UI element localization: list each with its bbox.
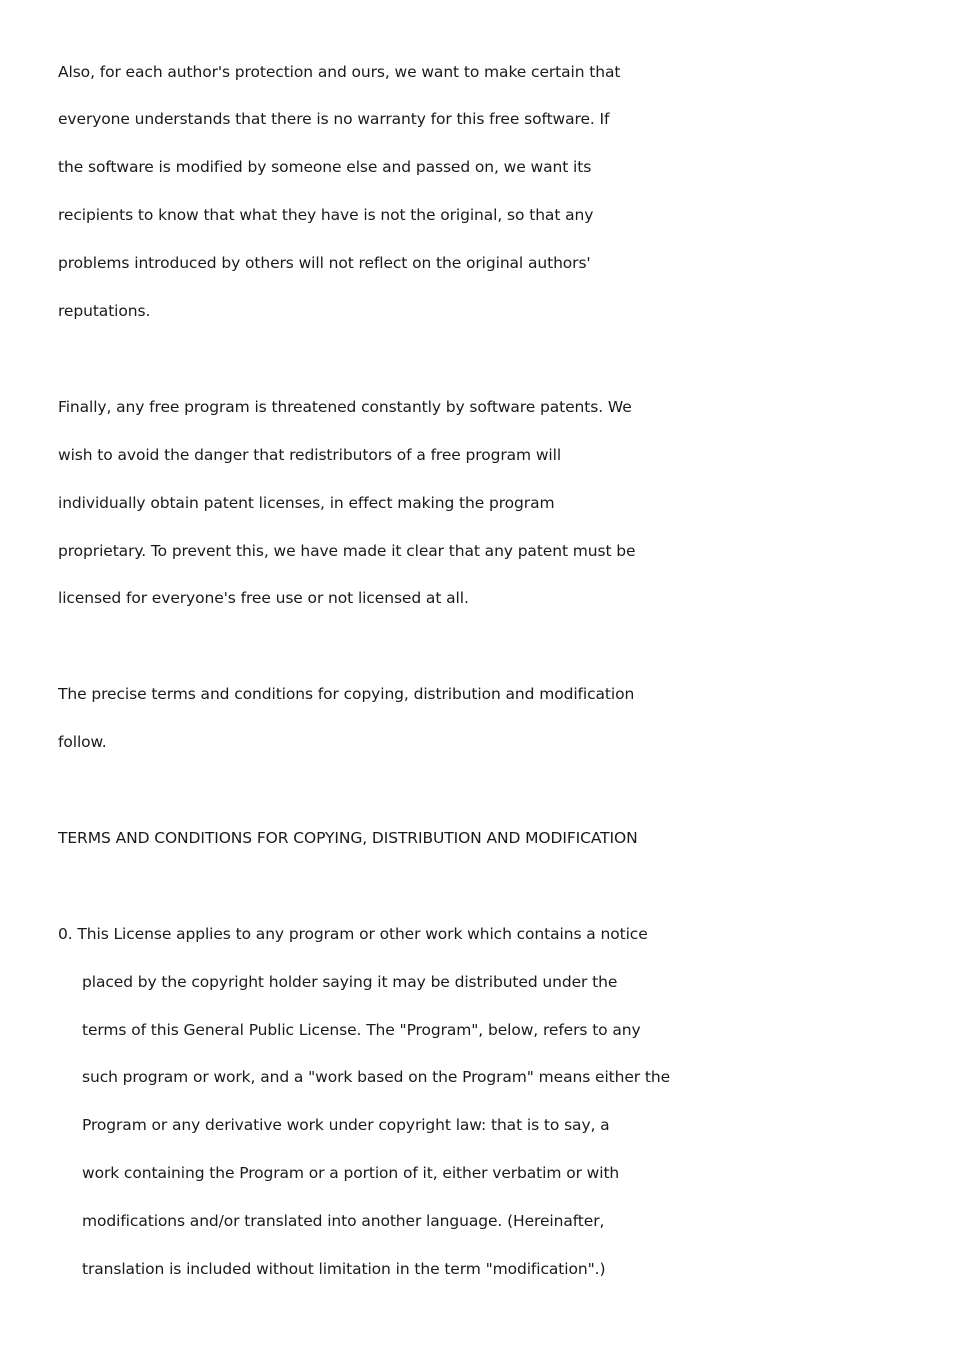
section-0-line-8: translation is included without limitation in the term "modification".)	[82, 1260, 606, 1278]
paragraph-3-line-2: follow.	[58, 733, 107, 751]
paragraph-1-line-2: everyone understands that there is no warranty for this free software. If	[58, 110, 610, 128]
terms-heading: TERMS AND CONDITIONS FOR COPYING, DISTRIBUTION AND MODIFICATION	[58, 829, 638, 847]
section-0-line-4: such program or work, and a "work based on the Program" means either the	[82, 1068, 671, 1086]
paragraph-2-line-5: licensed for everyone's free use or not licensed at all.	[58, 589, 469, 607]
paragraph-1-line-4: recipients to know that what they have is not the original, so that any	[58, 206, 594, 224]
paragraph-2-line-3: individually obtain patent licenses, in effect making the program	[58, 494, 555, 512]
section-0-line-7: modifications and/or translated into another language. (Hereinafter,	[82, 1212, 605, 1230]
paragraph-2-line-1: Finally, any free program is threatened constantly by software patents. We	[58, 398, 632, 416]
section-0-line-6: work containing the Program or a portion of it, either verbatim or with	[82, 1164, 620, 1182]
paragraph-1-line-6: reputations.	[58, 302, 151, 320]
paragraph-1-line-3: the software is modified by someone else and passed on, we want its	[58, 158, 592, 176]
paragraph-2-line-2: wish to avoid the danger that redistributors of a free program will	[58, 446, 562, 464]
section-0-line-5: Program or any derivative work under copyright law: that is to say, a	[82, 1116, 610, 1134]
section-0-line-1: 0. This License applies to any program or other work which contains a notice	[58, 925, 648, 943]
paragraph-1-line-1: Also, for each author's protection and ours, we want to make certain that	[58, 63, 621, 81]
section-0-line-2: placed by the copyright holder saying it may be distributed under the	[82, 973, 618, 991]
section-0-line-3: terms of this General Public License. The "Program", below, refers to any	[82, 1021, 641, 1039]
paragraph-1-line-5: problems introduced by others will not reflect on the original authors'	[58, 254, 591, 272]
paragraph-2-line-4: proprietary. To prevent this, we have made it clear that any patent must be	[58, 542, 636, 560]
paragraph-3-line-1: The precise terms and conditions for copying, distribution and modification	[58, 685, 635, 703]
